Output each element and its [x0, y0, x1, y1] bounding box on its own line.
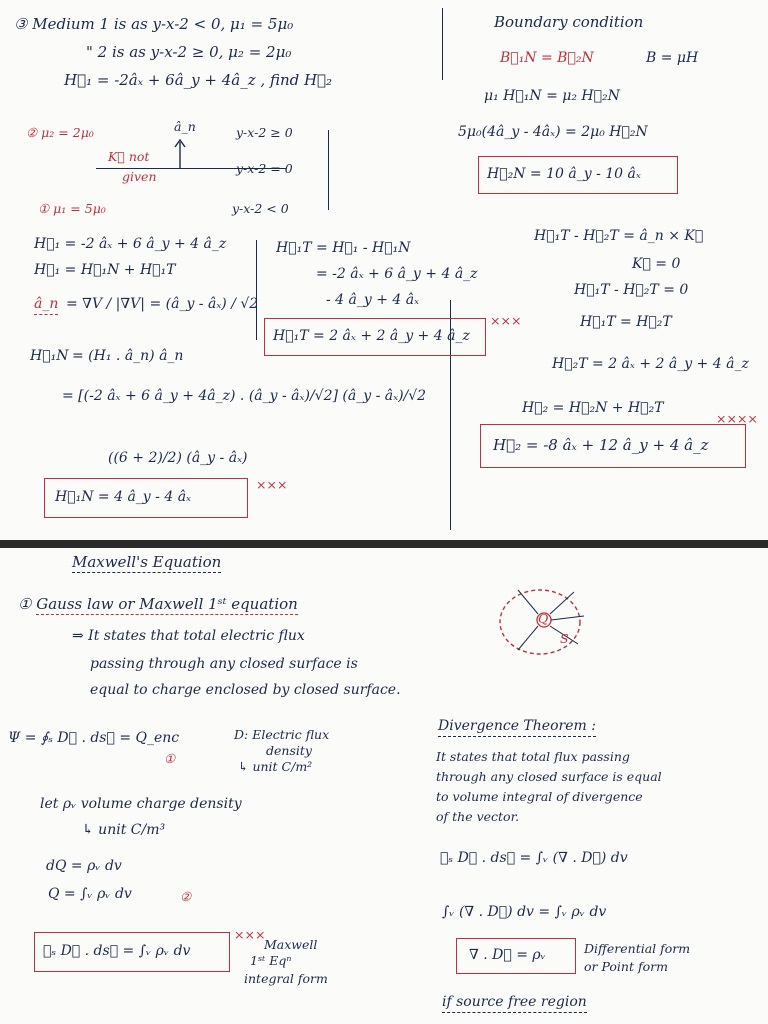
rho-unit: ↳ unit C/m³ — [82, 822, 166, 838]
h1t-mark: ××× — [490, 313, 522, 328]
gauss-label-3: integral form — [244, 971, 328, 986]
boundary-b-definition: B = μH — [646, 50, 699, 66]
divergence-description-1: It states that total flux passing — [436, 749, 630, 764]
boundary-title: Boundary condition — [494, 13, 644, 31]
page-separator — [0, 540, 768, 548]
diagram-normal-label: â_n — [174, 119, 196, 134]
calc-h1n-equation: = (H₁ . â_n) â_n — [72, 348, 184, 364]
problem-line-3: H⃗₁ = -2âₓ + 6â_y + 4â_z , find H⃗₂ — [64, 71, 333, 89]
divergence-description-3: to volume integral of divergence — [436, 789, 643, 804]
h1t-result-box — [264, 318, 486, 356]
dq-equation: dQ = ρᵥ dv — [46, 858, 122, 874]
gauss-label-1: Maxwell — [264, 937, 318, 952]
calc-simplified: ((6 + 2)/2) (â_y - âₓ) — [108, 450, 248, 466]
calc-h1t-substitution-1: = -2 âₓ + 6 â_y + 4 â_z — [316, 266, 478, 282]
gauss-heading-line — [18, 596, 298, 613]
gauss-label-2: 1ˢᵗ Eqⁿ — [250, 953, 292, 968]
divergence-description-2: through any closed surface is equal — [436, 769, 662, 784]
diagram-k-note-1: K⃗ not — [108, 149, 150, 164]
h2-mark: ×××× — [716, 411, 758, 426]
divergence-title: Divergence Theorem : — [438, 718, 596, 737]
divergence-description-4: of the vector. — [436, 809, 520, 824]
h1n-mark: ××× — [256, 477, 288, 492]
calc-k-zero: K⃗ = 0 — [632, 256, 681, 272]
point-form-label-2: or Point form — [584, 959, 668, 974]
calc-h1t-definition: H⃗₁T = H⃗₁ - H⃗₁N — [276, 240, 411, 256]
diagram-mu2: ② μ₂ = 2μ₀ — [26, 125, 94, 140]
d-unit: ↳ unit C/m² — [238, 759, 313, 774]
column-divider-mid — [256, 240, 257, 340]
calc-an-label: â_n — [34, 296, 58, 315]
column-divider-top — [442, 8, 443, 80]
calc-h2-sum: H⃗₂ = H⃗₂N + H⃗₂T — [522, 400, 664, 416]
h2-result-box — [480, 424, 746, 468]
maxwell-title: Maxwell's Equation — [72, 553, 222, 571]
d-definition-1: D: Electric flux — [234, 727, 330, 742]
point-form-label-1: Differential form — [584, 941, 691, 956]
h1t-result: H⃗₁T = 2 âₓ + 2 â_y + 4 â_z — [273, 328, 470, 344]
point-form-equation: ∇ . D⃗ = ρᵥ — [469, 947, 546, 963]
column-divider-diagram — [328, 130, 329, 210]
h1n-result-box — [44, 478, 248, 518]
gauss-description-3: equal to charge enclosed by closed surface. — [90, 682, 401, 698]
gauss-mark: ××× — [234, 927, 266, 942]
diagram-k-note-2: given — [122, 169, 157, 184]
gauss-eq-number-2: ② — [180, 889, 192, 904]
calc-dot-product: = [(-2 âₓ + 6 â_y + 4â_z) . (â_y - âₓ)/√2] (â_y - âₓ)/√2 — [62, 388, 427, 404]
calc-h1n-label: H⃗₁N — [30, 348, 69, 364]
h2n-result: H⃗₂N = 10 â_y - 10 âₓ — [487, 166, 641, 182]
boundary-mu-equation: μ₁ H⃗₁N = μ₂ H⃗₂N — [484, 88, 620, 104]
diagram-mu1: ① μ₁ = 5μ₀ — [38, 201, 106, 216]
h2n-result-box — [478, 156, 678, 194]
h2-result: H⃗₂ = -8 âₓ + 12 â_y + 4 â_z — [493, 436, 709, 454]
q-integral: Q = ∫ᵥ ρᵥ dv — [48, 886, 132, 902]
normal-arrow-icon — [170, 138, 190, 170]
gauss-heading: Gauss law or Maxwell 1ˢᵗ equation — [36, 595, 298, 613]
gauss-description-2: passing through any closed surface is — [90, 656, 358, 672]
problem-medium1: Medium 1 is as y-x-2 < 0, μ₁ = 5μ₀ — [32, 15, 294, 33]
calc-an-equation: = ∇V / |∇V| = (â_y - âₓ) / √2 — [66, 296, 259, 312]
d-definition-2: density — [266, 743, 312, 758]
sketch-charge-label: Q — [538, 611, 549, 626]
problem-number: ③ — [14, 15, 28, 33]
diagram-region1: y-x-2 < 0 — [232, 201, 289, 216]
gauss-integral-form-box — [34, 932, 230, 972]
calc-h1: H⃗₁ = -2 âₓ + 6 â_y + 4 â_z — [34, 236, 227, 252]
divergence-equation-2: ∫ᵥ (∇ . D⃗) dv = ∫ᵥ ρᵥ dv — [442, 904, 607, 920]
boundary-b-equation: B⃗₁N = B⃗₂N — [500, 50, 594, 66]
boundary-calculation: 5μ₀(4â_y - 4âₓ) = 2μ₀ H⃗₂N — [458, 124, 648, 140]
calc-tangential-condition: H⃗₁T - H⃗₂T = â_n × K⃗ — [534, 228, 704, 244]
calc-h1t-substitution-2: - 4 â_y + 4 âₓ — [326, 292, 420, 308]
diagram-region2: y-x-2 ≥ 0 — [236, 125, 293, 140]
rho-definition: let ρᵥ volume charge density — [40, 796, 242, 812]
h1n-result: H⃗₁N = 4 â_y - 4 âₓ — [55, 489, 192, 505]
diagram-boundary-label: y-x-2 = 0 — [236, 161, 293, 176]
problem-line-1 — [14, 16, 293, 33]
notebook-page-maxwell — [0, 548, 768, 1024]
calc-h1-split: H⃗₁ = H⃗₁N + H⃗₁T — [34, 262, 176, 278]
calc-difference-zero: H⃗₁T - H⃗₂T = 0 — [574, 282, 689, 298]
divergence-equation-1: ∮ₛ D⃗ . ds⃗ = ∫ᵥ (∇ . D⃗) dv — [440, 850, 628, 866]
gauss-integral-form: ∮ₛ D⃗ . ds⃗ = ∫ᵥ ρᵥ dv — [43, 943, 191, 959]
calc-tangential-equal: H⃗₁T = H⃗₂T — [580, 314, 672, 330]
calc-h2t: H⃗₂T = 2 âₓ + 2 â_y + 4 â_z — [552, 356, 749, 372]
source-free-note: if source free region — [442, 994, 587, 1013]
gauss-number: ① — [18, 595, 32, 613]
problem-line-2: " 2 is as y-x-2 ≥ 0, μ₂ = 2μ₀ — [86, 43, 292, 61]
gauss-eq-number-1: ① — [164, 751, 176, 766]
gauss-flux-equation: Ψ = ∮ₛ D⃗ . ds⃗ = Q_enc — [8, 730, 180, 746]
gauss-description-1: ⇒ It states that total electric flux — [72, 628, 305, 644]
point-form-box — [456, 938, 576, 974]
sketch-surface-label: S — [560, 631, 569, 646]
